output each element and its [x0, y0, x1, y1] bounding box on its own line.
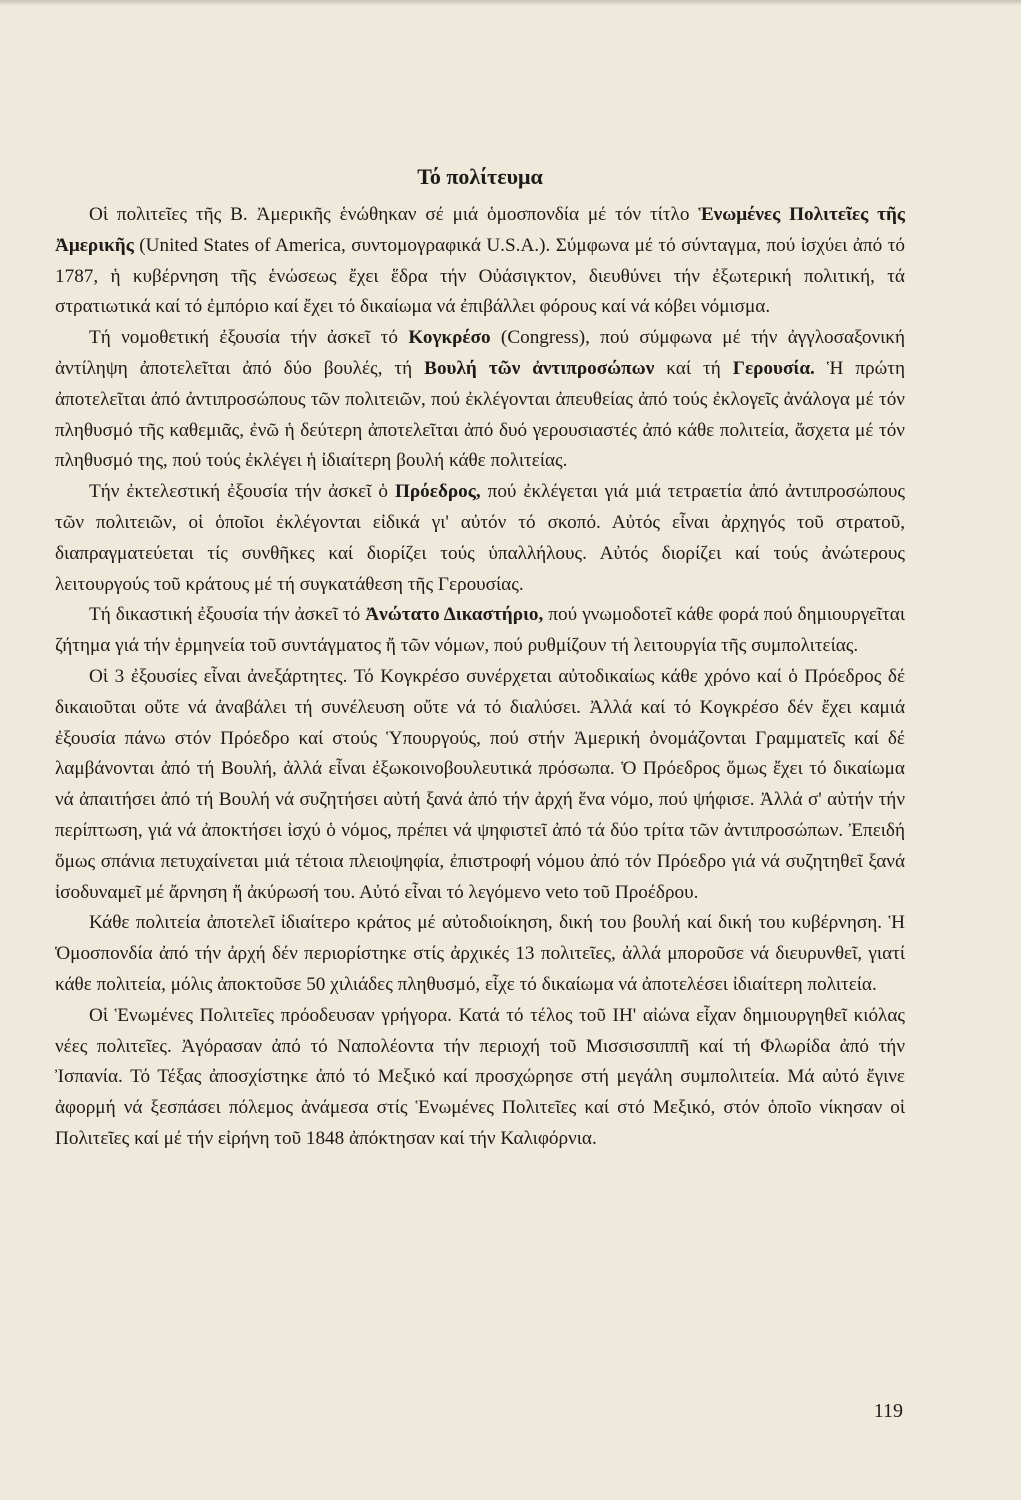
text-run: πού ἐκλέγεται γιά μιά τετραετία ἀπό ἀντιπροσώπους τῶν πολιτειῶν, οἱ ὁποῖοι ἐκλέγονται εἰδικά γι' αὐτόν τό σκοπό. Αὐτός εἶναι ἀρχηγός τοῦ στρατοῦ, διαπραγματεύεται τίς συνθῆκες καί διορίζει τούς ὑπαλλήλους. Αὐτός διορίζει καί τούς ἀνώτερους λειτουργούς τοῦ κράτους μέ τή συγκατάθεση τῆς Γερουσίας.: [55, 481, 905, 595]
text-run: πού γνωμοδοτεῖ κάθε φορά πού δημιουργεῖται ζήτημα γιά τήν ἑρμηνεία τοῦ συντάγματος ἤ τῶν νόμων, πού ρυθμίζουν τή λειτουργία τῆς συμπολιτείας.: [55, 604, 905, 657]
text-run: καί τή: [654, 357, 733, 379]
paragraph: [55, 200, 905, 323]
paragraph: [55, 908, 905, 1000]
bold-term: Κογκρέσο: [408, 327, 491, 349]
paragraph: [55, 662, 905, 908]
page-content: [55, 160, 905, 1155]
page-number: 119: [873, 1400, 903, 1422]
bold-term: Πρόεδρος,: [394, 481, 481, 503]
text-run: Οἱ Ἑνωμένες Πολιτεῖες πρόοδευσαν γρήγορα. Κατά τό τέλος τοῦ ΙΗ' αἰώνα εἶχαν δημιουργηθεῖ κιόλας νέες πολιτεῖες. Ἀγόρασαν ἀπό τό Ναπολέοντα τήν περιοχή τοῦ Μισσισσιππῆ καί τή Φλωρίδα ἀπό τήν Ἰσπανία. Τό Τέξας ἀποσχίστηκε ἀπό τό Μεξικό καί προσχώρησε στή μεγάλη συμπολιτεία. Μά αὐτό ἔγινε ἀφορμή νά ξεσπάσει πόλεμος ἀνάμεσα στίς Ἑνωμένες Πολιτεῖες καί στό Μεξικό, στόν ὁποῖο νίκησαν οἱ Πολιτεῖες καί μέ τήν εἰρήνη τοῦ 1848 ἀπόκτησαν καί τήν Καλιφόρνια.: [55, 1004, 905, 1149]
paragraph: [55, 600, 905, 662]
paragraph: [55, 477, 905, 600]
section-title: Τό πολίτευμα: [417, 164, 543, 189]
bold-term: Ἑνωμένες Πολιτεῖες τῆς Ἀμερικῆς: [55, 204, 905, 256]
paragraph: [55, 323, 905, 477]
text-run: (Congress), πού σύμφωνα μέ τήν ἀγγλοσαξονική ἀντίληψη ἀποτελεῖται ἀπό δύο βουλές, τή: [55, 327, 905, 379]
body-text: [55, 200, 905, 1155]
text-run: Τή νομοθετική ἐξουσία τήν ἀσκεῖ τό: [89, 327, 409, 349]
text-run: Κάθε πολιτεία ἀποτελεῖ ἰδιαίτερο κράτος μέ αὐτοδιοίκηση, δική του βουλή καί δική του κυβέρνηση. Ἡ Ὁμοσπονδία ἀπό τήν ἀρχή δέν περιορίστηκε στίς ἀρχικές 13 πολιτεῖες, ἀλλά μποροῦσε νά διευρυνθεῖ, γιατί κάθε πολιτεία, μόλις ἀποκτοῦσε 50 χιλιάδες πληθυσμό, εἶχε τό δικαίωμα νά ἀποτελέσει ἰδιαίτερη πολιτεία.: [55, 912, 905, 995]
text-run: Τήν ἐκτελεστική ἐξουσία τήν ἀσκεῖ ὁ: [89, 481, 395, 503]
bold-term: Βουλή τῶν ἀντιπροσώπων: [424, 357, 655, 379]
bold-term: Ἀνώτατο Δικαστήριο,: [365, 604, 544, 626]
text-run: Ἡ πρώτη ἀποτελεῖται ἀπό ἀντιπροσώπους τῶν πολιτειῶν, πού ἐκλέγονται ἀπευθείας ἀπό τούς ἐκλογεῖς ἀνάλογα μέ τόν πληθυσμό τῆς καθεμιᾶς, ἐνῶ ἡ δεύτερη ἀποτελεῖται ἀπό δυό γερουσιαστές ἀπό κάθε πολιτεία, ἄσχετα μέ τόν πληθυσμό της, πού τούς ἐκλέγει ἡ ἰδιαίτερη βουλή κάθε πολιτείας.: [55, 357, 905, 472]
page-top-edge: [0, 0, 1021, 6]
text-run: (United States of America, συντομογραφικά U.S.A.). Σύμφωνα μέ τό σύνταγμα, πού ἰσχύει ἀπό τό 1787, ἡ κυβέρνηση τῆς ἑνώσεως ἔχει ἕδρα τήν Οὐάσιγκτον, διευθύνει τήν ἐξωτερική πολιτική, τά στρατιωτικά καί τό ἐμπόριο καί ἔχει τό δικαίωμα νά ἐπιβάλλει φόρους καί νά κόβει νόμισμα.: [55, 234, 905, 318]
paragraph: [55, 1001, 905, 1155]
bold-term: Γερουσία.: [732, 357, 815, 379]
text-run: Τή δικαστική ἐξουσία τήν ἀσκεῖ τό: [89, 604, 366, 626]
text-run: Οἱ 3 ἐξουσίες εἶναι ἀνεξάρτητες. Τό Κογκρέσο συνέρχεται αὐτοδικαίως κάθε χρόνο καί ὁ Πρόεδρος δέ δικαιοῦται οὔτε νά ἀναβάλει τή συνέλευση οὔτε νά τό διαλύσει. Ἀλλά καί τό Κογκρέσο δέν ἔχει καμιά ἐξουσία πάνω στόν Πρόεδρο καί στούς Ὑπουργούς, πού στήν Ἀμερική ὀνομάζονται Γραμματεῖς καί δέ λαμβάνονται ἀπό τή Βουλή, ἀλλά εἶναι ἐξωκοινοβουλευτικά πρόσωπα. Ὁ Πρόεδρος ὅμως ἔχει τό δικαίωμα νά ἀπαιτήσει ἀπό τή Βουλή νά συζητήσει αὐτή ξανά ἀπό τήν ἀρχή ἕνα νόμο, πού ψήφισε. Ἀλλά σ' αὐτήν τήν περίπτωση, γιά νά ἀποκτήσει ἰσχύ ὁ νόμος, πρέπει νά ψηφιστεῖ ἀπό τά δύο τρίτα τῶν ἀντιπροσώπων. Ἐπειδή ὅμως σπάνια πετυχαίνεται μιά τέτοια πλειοψηφία, ἐπιστροφή νόμου ἀπό τόν Πρόεδρο γιά νά συζητηθεῖ ξανά ἰσοδυναμεῖ μέ ἄρνηση ἤ ἀκύρωσή του. Αὐτό εἶναι τό λεγόμενο veto τοῦ Προέδρου.: [55, 665, 905, 903]
text-run: Οἱ πολιτεῖες τῆς Β. Ἀμερικῆς ἑνώθηκαν σέ μιά ὁμοσπονδία μέ τόν τίτλο: [89, 204, 699, 225]
